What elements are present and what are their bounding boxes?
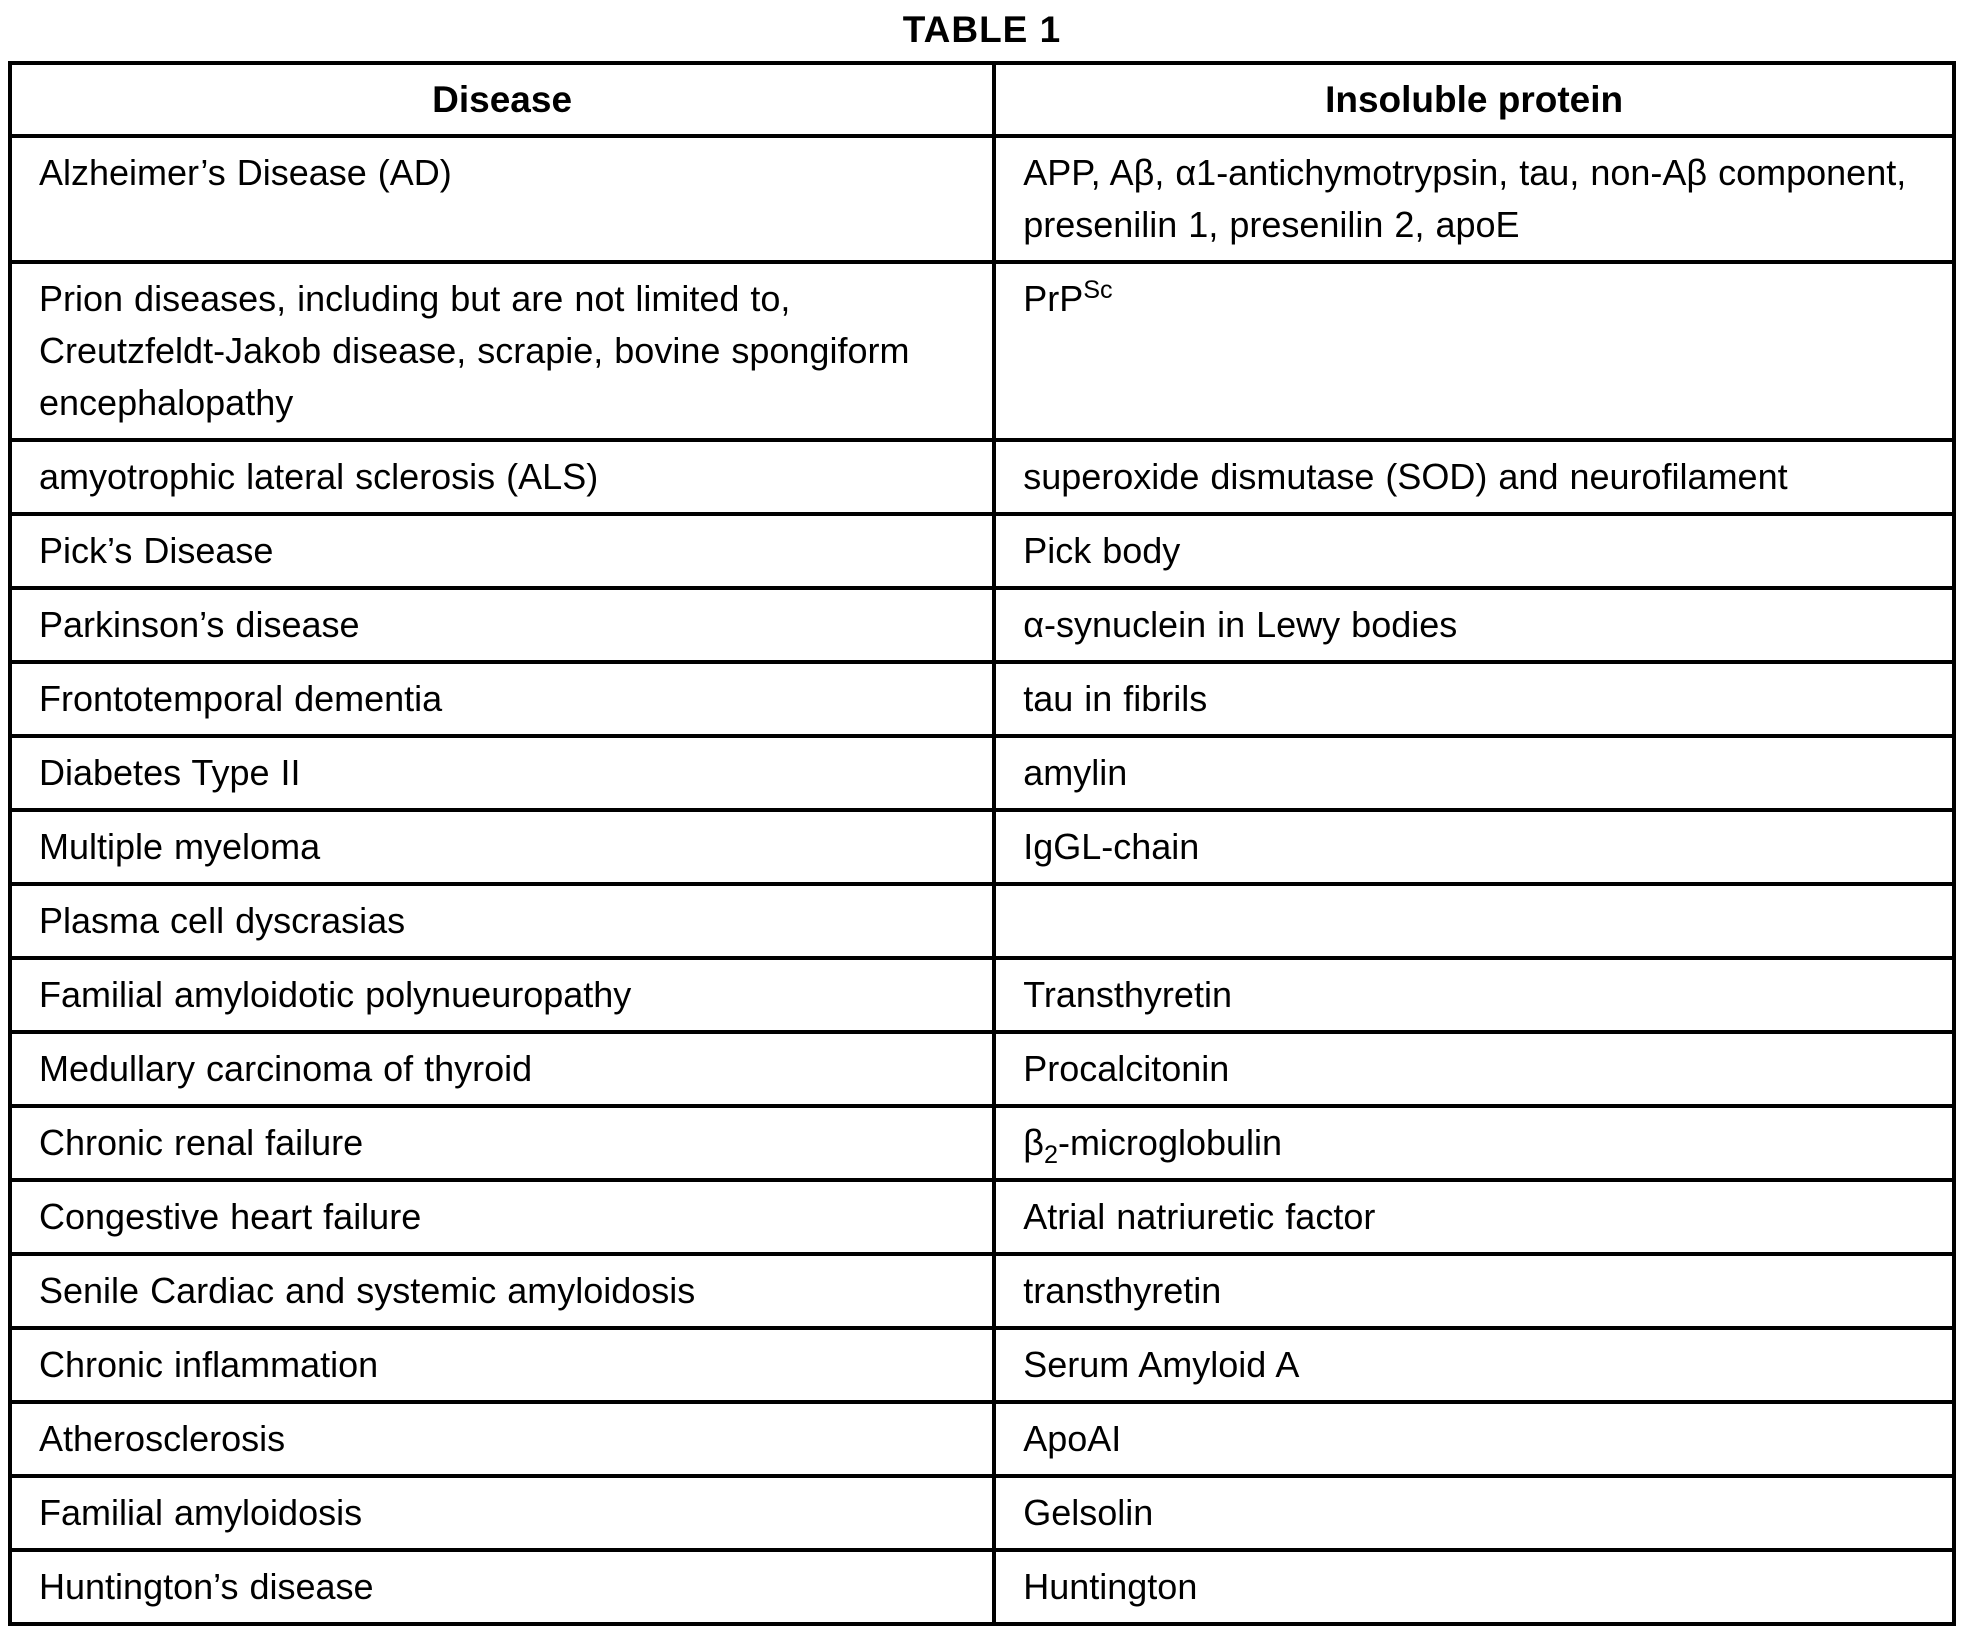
disease-cell: Familial amyloidotic polynueuropathy (10, 958, 994, 1032)
disease-cell: Medullary carcinoma of thyroid (10, 1032, 994, 1106)
protein-cell: Serum Amyloid A (994, 1328, 1954, 1402)
table-row (10, 1106, 1954, 1180)
disease-cell: Diabetes Type II (10, 736, 994, 810)
protein-cell: transthyretin (994, 1254, 1954, 1328)
disease-cell: Parkinson’s disease (10, 588, 994, 662)
table-row (10, 1328, 1954, 1402)
protein-column-header: Insoluble protein (994, 63, 1954, 136)
protein-cell: ApoAI (994, 1402, 1954, 1476)
protein-cell: superoxide dismutase (SOD) and neurofilament (994, 440, 1954, 514)
table-row (10, 588, 1954, 662)
protein-cell: tau in fibrils (994, 662, 1954, 736)
protein-cell (994, 884, 1954, 958)
table-title: TABLE 1 (902, 9, 1062, 50)
disease-cell: Plasma cell dyscrasias (10, 884, 994, 958)
table-row (10, 810, 1954, 884)
protein-cell: $\beta_2$-microglobulin (994, 1106, 1954, 1180)
protein-cell: Pick body (994, 514, 1954, 588)
table-row (10, 884, 1954, 958)
table-row (10, 136, 1954, 262)
table-row (10, 1254, 1954, 1328)
disease-cell: Prion diseases, including but are not limited to, Creutzfeldt-Jakob disease, scrapie, bovine spongiform encephalopathy (10, 262, 994, 440)
table-row (10, 1550, 1954, 1624)
protein-cell: Procalcitonin (994, 1032, 1954, 1106)
table-row (10, 662, 1954, 736)
table-row (10, 1180, 1954, 1254)
protein-cell: IgGL-chain (994, 810, 1954, 884)
disease-cell: Huntington’s disease (10, 1550, 994, 1624)
protein-cell: Transthyretin (994, 958, 1954, 1032)
protein-cell: Huntington (994, 1550, 1954, 1624)
protein-cell: amylin (994, 736, 1954, 810)
disease-cell: Pick’s Disease (10, 514, 994, 588)
table-row (10, 1402, 1954, 1476)
table-row (10, 440, 1954, 514)
disease-cell: Senile Cardiac and systemic amyloidosis (10, 1254, 994, 1328)
disease-cell: Familial amyloidosis (10, 1476, 994, 1550)
table-row (10, 1476, 1954, 1550)
protein-cell: Gelsolin (994, 1476, 1954, 1550)
disease-cell: Multiple myeloma (10, 810, 994, 884)
protein-cell: Atrial natriuretic factor (994, 1180, 1954, 1254)
disease-cell: Chronic inflammation (10, 1328, 994, 1402)
protein-cell: α-synuclein in Lewy bodies (994, 588, 1954, 662)
disease-cell: Atherosclerosis (10, 1402, 994, 1476)
disease-cell: Chronic renal failure (10, 1106, 994, 1180)
protein-cell: APP, Aβ, α1-antichymotrypsin, tau, non-Aβ component, presenilin 1, presenilin 2, apoE (994, 136, 1954, 262)
table-row (10, 958, 1954, 1032)
table-row (10, 1032, 1954, 1106)
table-row (10, 514, 1954, 588)
protein-cell: PrP$^{Sc}$ (994, 262, 1954, 440)
disease-cell: Alzheimer’s Disease (AD) (10, 136, 994, 262)
header-row (10, 63, 1954, 136)
disease-protein-table (8, 61, 1956, 1626)
disease-cell: amyotrophic lateral sclerosis (ALS) (10, 440, 994, 514)
disease-cell: Congestive heart failure (10, 1180, 994, 1254)
table-row (10, 262, 1954, 440)
table-row (10, 736, 1954, 810)
disease-cell: Frontotemporal dementia (10, 662, 994, 736)
disease-column-header: Disease (10, 63, 994, 136)
